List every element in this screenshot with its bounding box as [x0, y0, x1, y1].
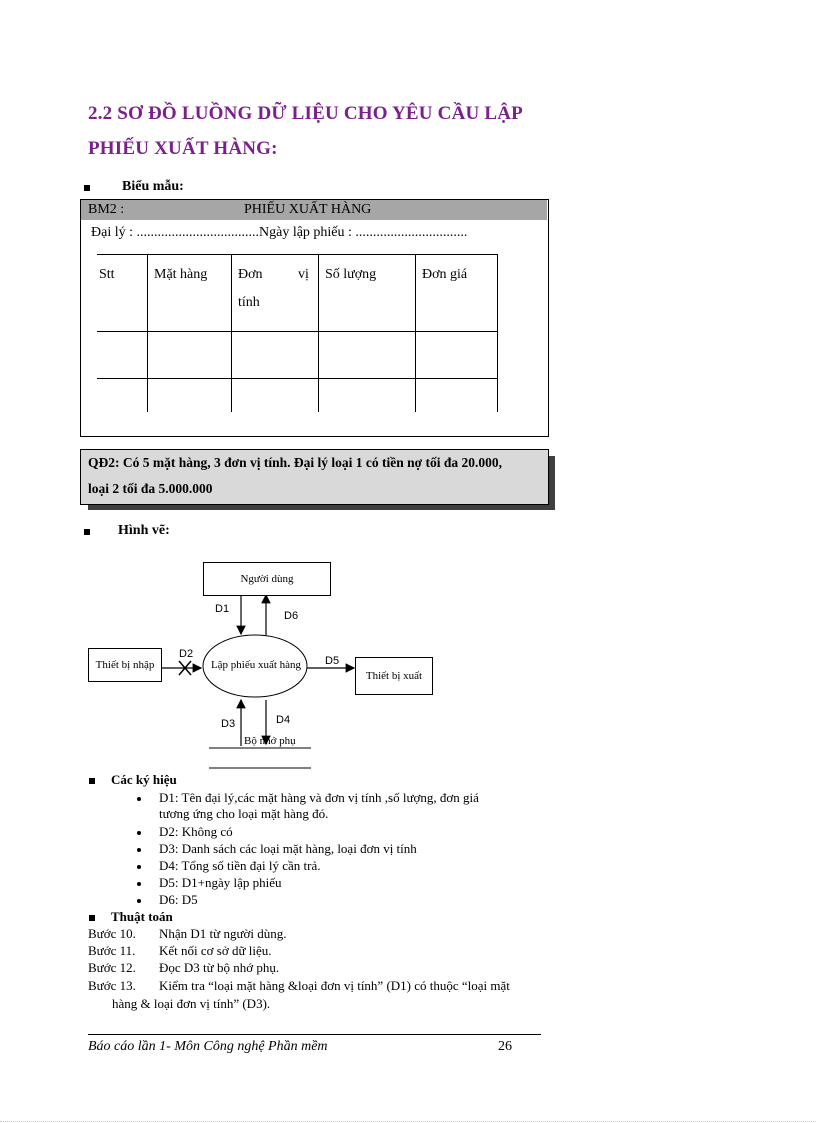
algorithm-title: Thuật toán	[111, 909, 173, 924]
bullet-square-icon	[84, 529, 90, 535]
flow-label-d6: D6	[284, 610, 299, 622]
node-output-device: Thiết bị xuất	[355, 657, 433, 695]
symbol-d5: D5: D1+ngày lập phiếu	[159, 875, 282, 890]
symbol-d6: D6: D5	[159, 892, 198, 907]
flow-label-d3: D3	[221, 718, 236, 730]
bullet-dot-icon	[137, 865, 141, 869]
symbol-d2: D2: Không có	[159, 824, 233, 839]
node-storage-label: Bộ nhớ phụ	[244, 735, 296, 747]
bullet-dot-icon	[137, 882, 141, 886]
form-label: Biểu mẫu:	[122, 179, 184, 194]
symbols-title: Các ký hiệu	[111, 772, 177, 787]
form-code: BM2 :	[88, 202, 125, 217]
symbol-d1: D1: Tên đại lý,các mặt hàng và đơn vị tính ,số lượng, đơn giá	[159, 790, 479, 805]
step-13-cont: hàng & loại đơn vị tính” (D3).	[112, 996, 271, 1011]
col-don-vi-tinh-2: vị	[298, 267, 309, 282]
step-13-label: Bước 13.	[88, 978, 136, 993]
step-10-text: Nhận D1 từ người dùng.	[159, 926, 287, 941]
symbol-d1-cont: tương ứng cho loại mặt hàng đó.	[159, 806, 329, 821]
footer-rule	[88, 1034, 541, 1035]
flow-label-d5: D5	[325, 655, 340, 667]
node-process-label: Lập phiếu xuất hàng	[210, 659, 302, 671]
bullet-square-icon	[84, 185, 90, 191]
col-don-vi-tinh-3: tính	[238, 295, 260, 310]
flow-label-d1: D1	[215, 603, 230, 615]
qd-line2: loại 2 tối đa 5.000.000	[88, 481, 213, 496]
step-10-label: Bước 10.	[88, 926, 136, 941]
bullet-square-icon	[89, 778, 95, 784]
section-heading-line1: 2.2 SƠ ĐỒ LUỒNG DỮ LIỆU CHO YÊU CẦU LẬP	[88, 103, 523, 124]
bullet-square-icon	[89, 915, 95, 921]
page-bottom-edge	[0, 1121, 816, 1122]
col-so-luong: Số lượng	[325, 267, 377, 282]
col-stt: Stt	[99, 267, 115, 282]
agent-date-line: Đại lý : ...................................Ngày lập phiếu : ................................	[91, 225, 468, 240]
section-heading-line2: PHIẾU XUẤT HÀNG:	[88, 138, 278, 159]
flow-label-d2: D2	[179, 648, 194, 660]
page-number: 26	[498, 1039, 512, 1054]
bullet-dot-icon	[137, 848, 141, 852]
step-11-label: Bước 11.	[88, 943, 136, 958]
col-don-gia: Đơn giá	[422, 267, 468, 282]
step-12-label: Bước 12.	[88, 960, 136, 975]
symbol-d4: D4: Tổng số tiền đại lý cần trả.	[159, 858, 321, 873]
bullet-dot-icon	[137, 797, 141, 801]
form-header-bar	[81, 200, 547, 220]
node-user: Người dùng	[203, 562, 331, 596]
step-13-text: Kiểm tra “loại mặt hàng &loại đơn vị tính” (D1) có thuộc “loại mặt	[159, 978, 510, 993]
step-12-text: Đọc D3 từ bộ nhớ phụ.	[159, 960, 280, 975]
node-input-device: Thiết bị nhập	[88, 648, 162, 682]
diagram-label: Hình vẽ:	[118, 523, 170, 538]
col-don-vi-tinh-1: Đơn	[238, 267, 263, 282]
bullet-dot-icon	[137, 899, 141, 903]
bullet-dot-icon	[137, 831, 141, 835]
flow-label-d4: D4	[276, 714, 291, 726]
form-title: PHIẾU XUẤT HÀNG	[244, 202, 372, 217]
step-11-text: Kết nối cơ sở dữ liệu.	[159, 943, 272, 958]
footer-title: Báo cáo lần 1- Môn Công nghệ Phần mềm	[88, 1039, 328, 1054]
col-mat-hang: Mặt hàng	[154, 267, 208, 282]
qd-line1: QĐ2: Có 5 mặt hàng, 3 đơn vị tính. Đại lý loại 1 có tiền nợ tối đa 20.000,	[88, 455, 502, 470]
symbol-d3: D3: Danh sách các loại mặt hàng, loại đơn vị tính	[159, 841, 417, 856]
